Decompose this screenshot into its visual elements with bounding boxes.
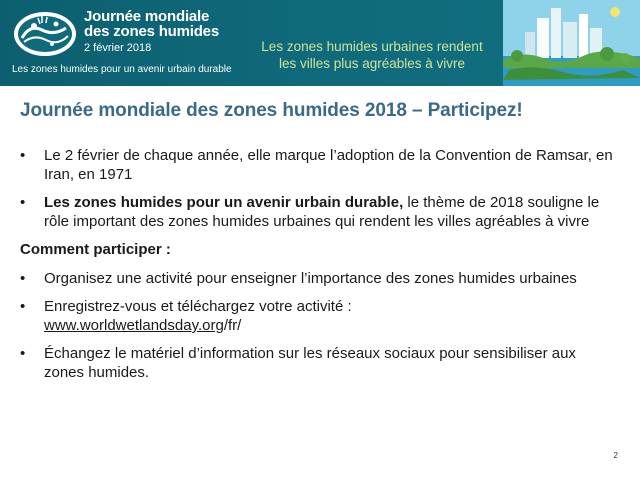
slide-content xyxy=(20,146,620,391)
brand-line-2: des zones humides xyxy=(84,23,219,40)
bullet-text: Enregistrez-vous et téléchargez votre activité : xyxy=(44,298,352,315)
motto-line-1: Les zones humides urbaines rendent xyxy=(261,39,483,54)
banner-motto xyxy=(238,38,506,72)
bullet-item xyxy=(20,146,620,184)
bullet-item xyxy=(20,297,620,335)
link-suffix: /fr/ xyxy=(223,317,242,334)
city-wetland-illustration xyxy=(503,0,640,86)
bullet-text: Le 2 février de chaque année, elle marque l’adoption de la Convention de Ramsar, en Iran, en 1971 xyxy=(44,147,613,183)
participate-bullet-list xyxy=(20,269,620,382)
bullet-item xyxy=(20,344,620,382)
motto-line-2: les villes plus agréables à vivre xyxy=(278,56,466,71)
bullet-text: Organisez une activité pour enseigner l’importance des zones humides urbaines xyxy=(44,270,577,287)
event-brand xyxy=(84,9,219,55)
wetlands-globe-logo xyxy=(12,10,78,58)
event-date: 2 février 2018 xyxy=(84,42,152,54)
website-link[interactable]: www.worldwetlandsday.org xyxy=(44,317,224,334)
page-number: 2 xyxy=(613,451,618,460)
bullet-item xyxy=(20,193,620,231)
intro-bullet-list xyxy=(20,146,620,231)
bullet-item xyxy=(20,269,620,288)
bullet-bold-text: Les zones humides pour un avenir urbain durable, xyxy=(44,194,404,211)
bullet-text: le thème de 2018 souligne le rôle important des zones humides urbaines qui rendent les villes agréables à vivre xyxy=(44,194,600,230)
bullet-text: Échangez le matériel d’information sur les réseaux sociaux pour sensibiliser aux zones humides. xyxy=(44,345,576,381)
header-banner xyxy=(0,0,640,86)
banner-tagline: Les zones humides pour un avenir urbain durable xyxy=(12,64,232,75)
slide-title: Journée mondiale des zones humides 2018 – Participez! xyxy=(20,100,523,121)
participate-heading: Comment participer : xyxy=(20,241,171,258)
brand-line-1: Journée mondiale xyxy=(84,8,210,25)
